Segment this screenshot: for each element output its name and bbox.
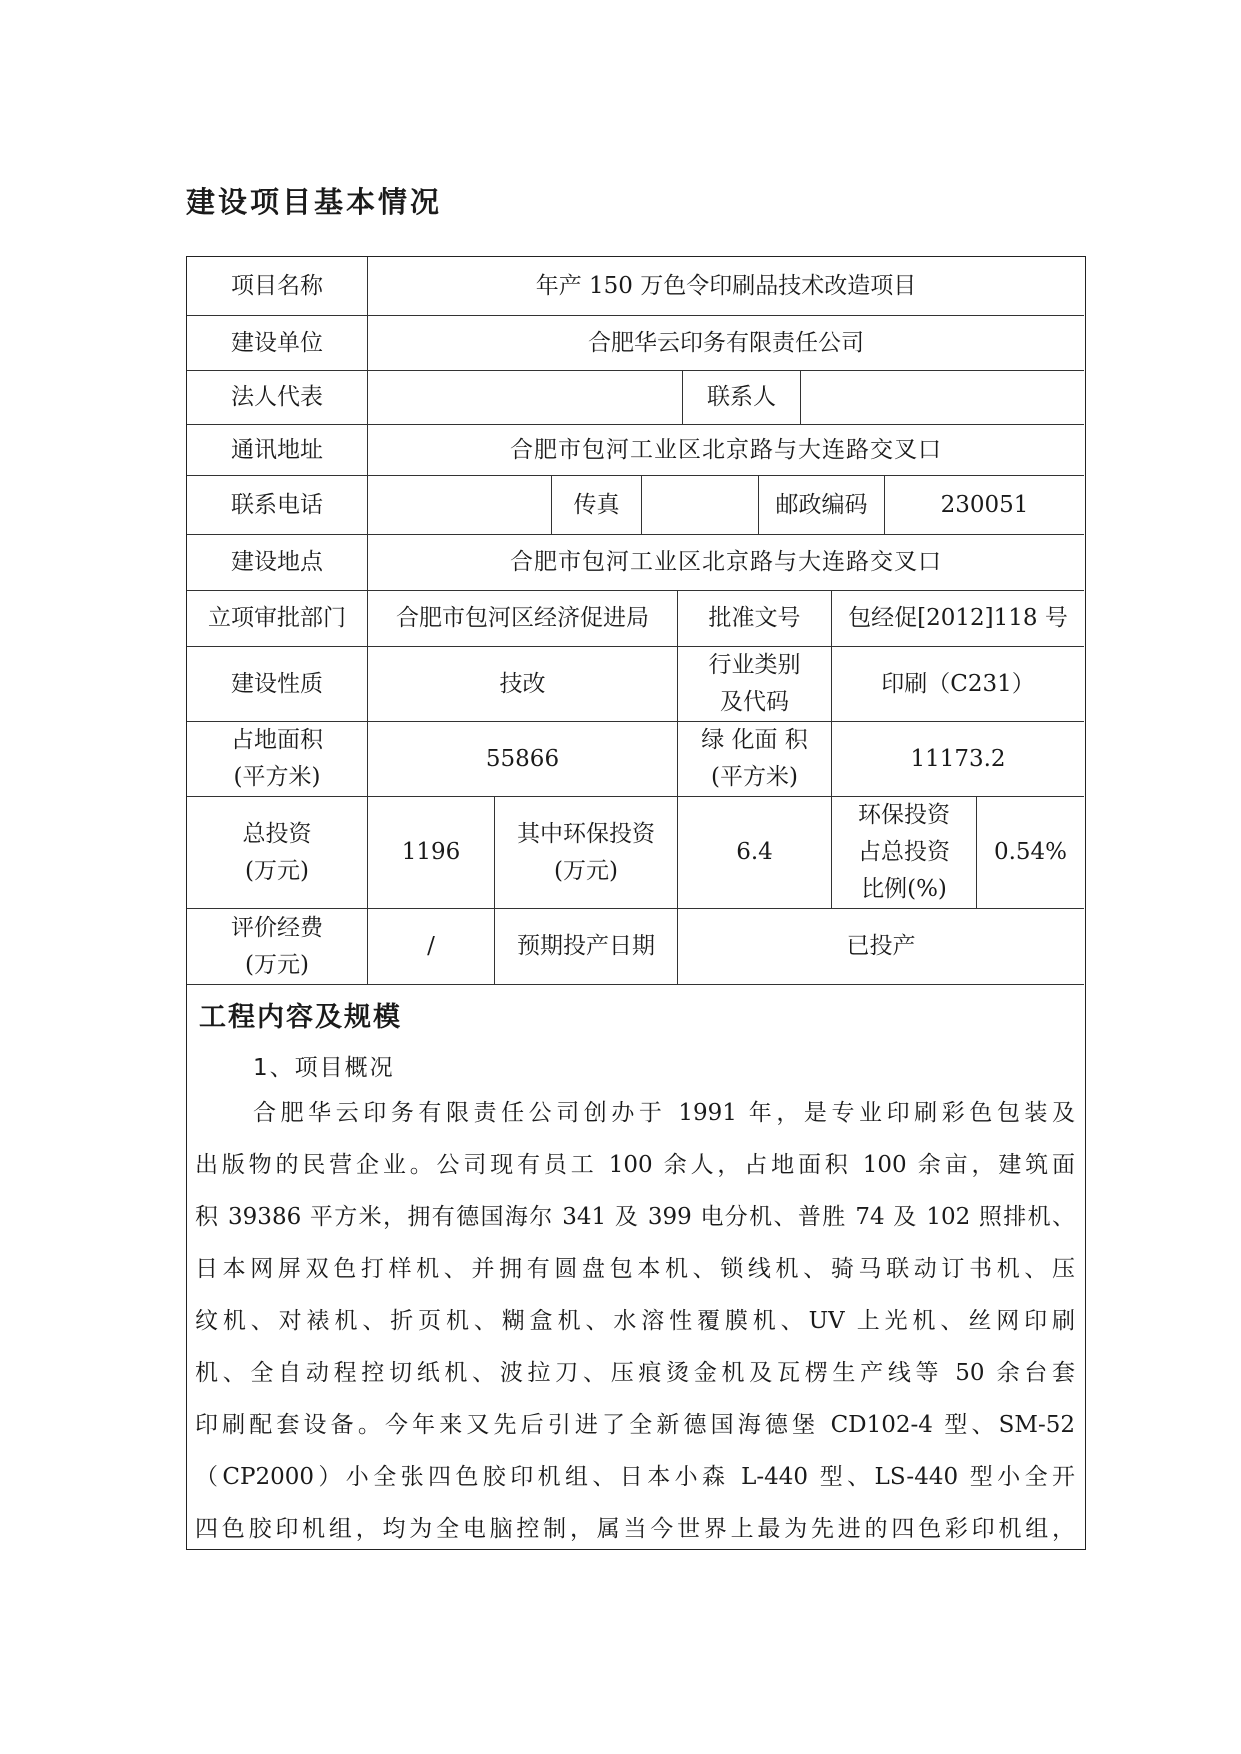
env-invest-label-line-1: 其中环保投资: [517, 820, 655, 847]
area-label-line-1: 占地面积: [231, 727, 323, 753]
row-nature: [187, 647, 1084, 722]
env-ratio-label: [832, 797, 977, 908]
row-site: [187, 535, 1084, 591]
env-ratio-label-line-3: 比例(%): [861, 876, 947, 902]
nature-value: 技改: [368, 647, 678, 721]
paragraph-line: 出版物的民营企业。公司现有员工 100 余人，占地面积 100 余亩，建筑面: [195, 1152, 1075, 1178]
project-name-value: 年产 150 万色令印刷品技术改造项目: [535, 272, 917, 299]
fax-label: 传真: [552, 476, 642, 534]
row-address: [187, 425, 1084, 476]
area-value: 55866: [368, 722, 678, 796]
fax-value: [642, 476, 759, 534]
eval-fee-label-line-1: 评价经费: [231, 914, 323, 941]
production-date-label: 预期投产日期: [495, 909, 678, 984]
row-eval-fee: [187, 909, 1084, 985]
phone-label: 联系电话: [187, 476, 368, 534]
builder-value: 合肥华云印务有限责任公司: [588, 329, 864, 356]
row-legal-rep: [187, 371, 1084, 425]
row-builder: [187, 316, 1084, 371]
paragraph-line: 合肥华云印务有限责任公司创办于 1991 年，是专业印刷彩色包装及: [253, 1100, 1075, 1126]
site-value: 合肥市包河工业区北京路与大连路交叉口: [510, 549, 942, 575]
green-value: 11173.2: [910, 745, 1006, 772]
paragraph-line: 机、全自动程控切纸机、波拉刀、压痕烫金机及瓦楞生产线等 50 余台套: [195, 1360, 1075, 1386]
contact-label: 联系人: [683, 371, 801, 424]
area-label: [187, 722, 368, 796]
eval-fee-label-line-2: (万元): [245, 951, 309, 978]
industry-value: 印刷（C231）: [881, 670, 1035, 697]
paragraph-line: 四色胶印机组，均为全电脑控制，属当今世界上最为先进的四色彩印机组，: [195, 1516, 1075, 1542]
green-label: [678, 722, 832, 796]
project-name-label: 项目名称: [187, 257, 368, 315]
industry-label-line-2: 及代码: [720, 689, 789, 715]
green-label-line-1: 绿 化面 积: [701, 727, 808, 753]
paragraph-line: 印刷配套设备。今年来又先后引进了全新德国海德堡 CD102-4 型、SM-52: [195, 1412, 1075, 1438]
legal-rep-label: 法人代表: [187, 371, 368, 424]
env-ratio-label-line-2: 占总投资: [858, 839, 950, 865]
site-label: 建设地点: [187, 535, 368, 590]
postcode-value: 230051: [940, 491, 1029, 518]
paragraph-line: 积 39386 平方米，拥有德国海尔 341 及 399 电分机、普胜 74 及 102 照排机、: [195, 1204, 1075, 1230]
phone-value: [368, 476, 552, 534]
env-invest-label: [495, 797, 678, 908]
address-value: 合肥市包河工业区北京路与大连路交叉口: [510, 436, 942, 463]
postcode-label: 邮政编码: [759, 476, 885, 534]
green-label-line-2: (平方米): [711, 764, 798, 790]
row-area: [187, 722, 1084, 797]
row-phone: [187, 476, 1084, 535]
approval-no-value: 包经促[2012]118 号: [848, 605, 1068, 631]
env-invest-value: 6.4: [678, 797, 832, 908]
invest-label: [187, 797, 368, 908]
env-invest-label-line-2: (万元): [554, 857, 618, 884]
contact-value: [801, 371, 1084, 424]
project-overview-paragraph: [195, 1087, 1075, 1555]
nature-label: 建设性质: [187, 647, 368, 721]
env-ratio-value: 0.54%: [993, 839, 1068, 865]
production-date-value: 已投产: [846, 933, 916, 959]
project-info-table: [186, 256, 1086, 1550]
invest-label-line-1: 总投资: [242, 820, 312, 847]
industry-label: [678, 647, 832, 721]
env-ratio-label-line-1: 环保投资: [858, 802, 950, 828]
builder-label: 建设单位: [187, 316, 368, 370]
eval-fee-value: /: [368, 909, 495, 984]
area-label-line-2: (平方米): [233, 764, 321, 790]
approval-no-label: 批准文号: [678, 591, 832, 646]
legal-rep-value: [368, 371, 683, 424]
paragraph-line: 纹机、对裱机、折页机、糊盒机、水溶性覆膜机、UV 上光机、丝网印刷: [195, 1308, 1075, 1334]
approval-dept-label: 立项审批部门: [187, 591, 368, 646]
paragraph-line: （CP2000）小全张四色胶印机组、日本小森 L-440 型、LS-440 型小全开: [195, 1464, 1075, 1490]
eval-fee-label: [187, 909, 368, 984]
invest-value: 1196: [368, 797, 495, 908]
row-approval: [187, 591, 1084, 647]
approval-dept-value: 合肥市包河区经济促进局: [368, 591, 678, 646]
invest-label-line-2: (万元): [245, 857, 309, 884]
subsection-title: 1、项目概况: [253, 1055, 395, 1081]
row-project-name: [187, 257, 1084, 316]
address-label: 通讯地址: [187, 425, 368, 475]
section-title: 工程内容及规模: [199, 1002, 402, 1033]
row-investment: [187, 797, 1084, 909]
industry-label-line-1: 行业类别: [708, 652, 801, 678]
paragraph-line: 日本网屏双色打样机、并拥有圆盘包本机、锁线机、骑马联动订书机、压: [195, 1256, 1075, 1282]
page-title: 建设项目基本情况: [186, 185, 443, 219]
